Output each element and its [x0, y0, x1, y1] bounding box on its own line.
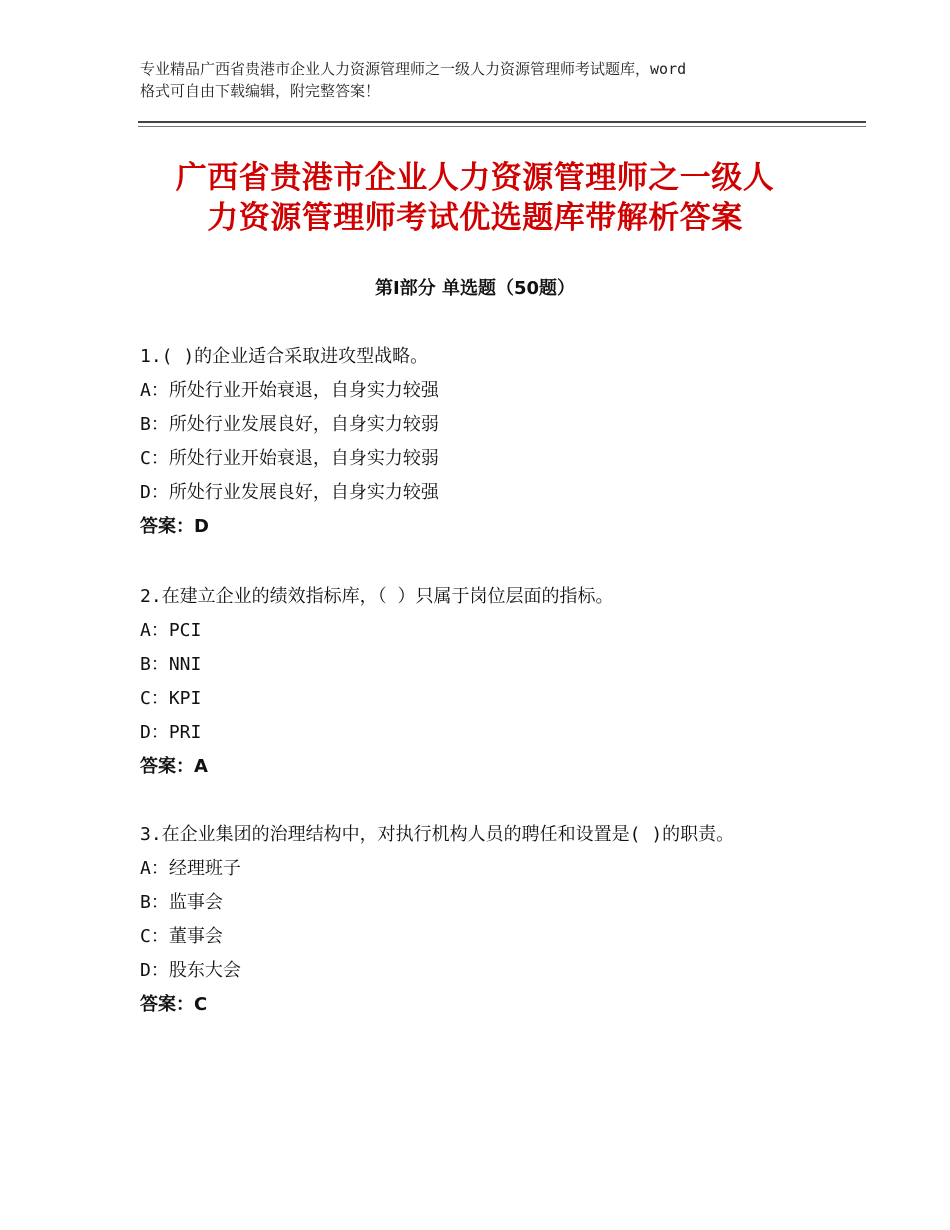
- document-title-line-2: 力资源管理师考试优选题库带解析答案: [207, 200, 743, 236]
- question-2-option-d: D：PRI: [140, 722, 202, 743]
- header-divider-thin: [138, 126, 866, 127]
- header-divider-thick: [138, 121, 866, 123]
- header-note: [140, 58, 840, 102]
- header-note-line-1: 专业精品广西省贵港市企业人力资源管理师之一级人力资源管理师考试题库，word: [140, 60, 687, 78]
- question-2-stem: 2.在建立企业的绩效指标库，（ ）只属于岗位层面的指标。: [140, 586, 614, 607]
- question-3-option-a: A：经理班子: [140, 858, 241, 879]
- question-2-option-b: B：NNI: [140, 654, 202, 675]
- question-1-option-a: A：所处行业开始衰退，自身实力较强: [140, 380, 439, 401]
- question-3-option-c: C：董事会: [140, 926, 223, 947]
- question-1-stem: 1.( )的企业适合采取进攻型战略。: [140, 346, 429, 367]
- question-3: [140, 818, 810, 1022]
- question-2-option-a: A：PCI: [140, 620, 202, 641]
- question-1-option-d: D：所处行业发展良好，自身实力较强: [140, 482, 439, 503]
- question-3-option-d: D：股东大会: [140, 960, 241, 981]
- question-3-stem: 3.在企业集团的治理结构中，对执行机构人员的聘任和设置是( )的职责。: [140, 824, 735, 845]
- question-1-answer: 答案：D: [140, 516, 209, 537]
- question-2-option-c: C：KPI: [140, 688, 202, 709]
- question-1-option-b: B：所处行业发展良好，自身实力较弱: [140, 414, 439, 435]
- question-2-answer: 答案：A: [140, 756, 208, 777]
- question-1-option-c: C：所处行业开始衰退，自身实力较弱: [140, 448, 439, 469]
- question-2: [140, 580, 820, 784]
- document-title: [100, 158, 850, 238]
- question-3-option-b: B：监事会: [140, 892, 223, 913]
- question-1: [140, 340, 820, 544]
- section-heading: 第Ⅰ部分 单选题（50题）: [374, 278, 575, 299]
- question-3-answer: 答案：C: [140, 994, 208, 1015]
- header-note-line-2: 格式可自由下载编辑，附完整答案！: [140, 82, 381, 100]
- document-title-line-1: 广西省贵港市企业人力资源管理师之一级人: [175, 160, 775, 196]
